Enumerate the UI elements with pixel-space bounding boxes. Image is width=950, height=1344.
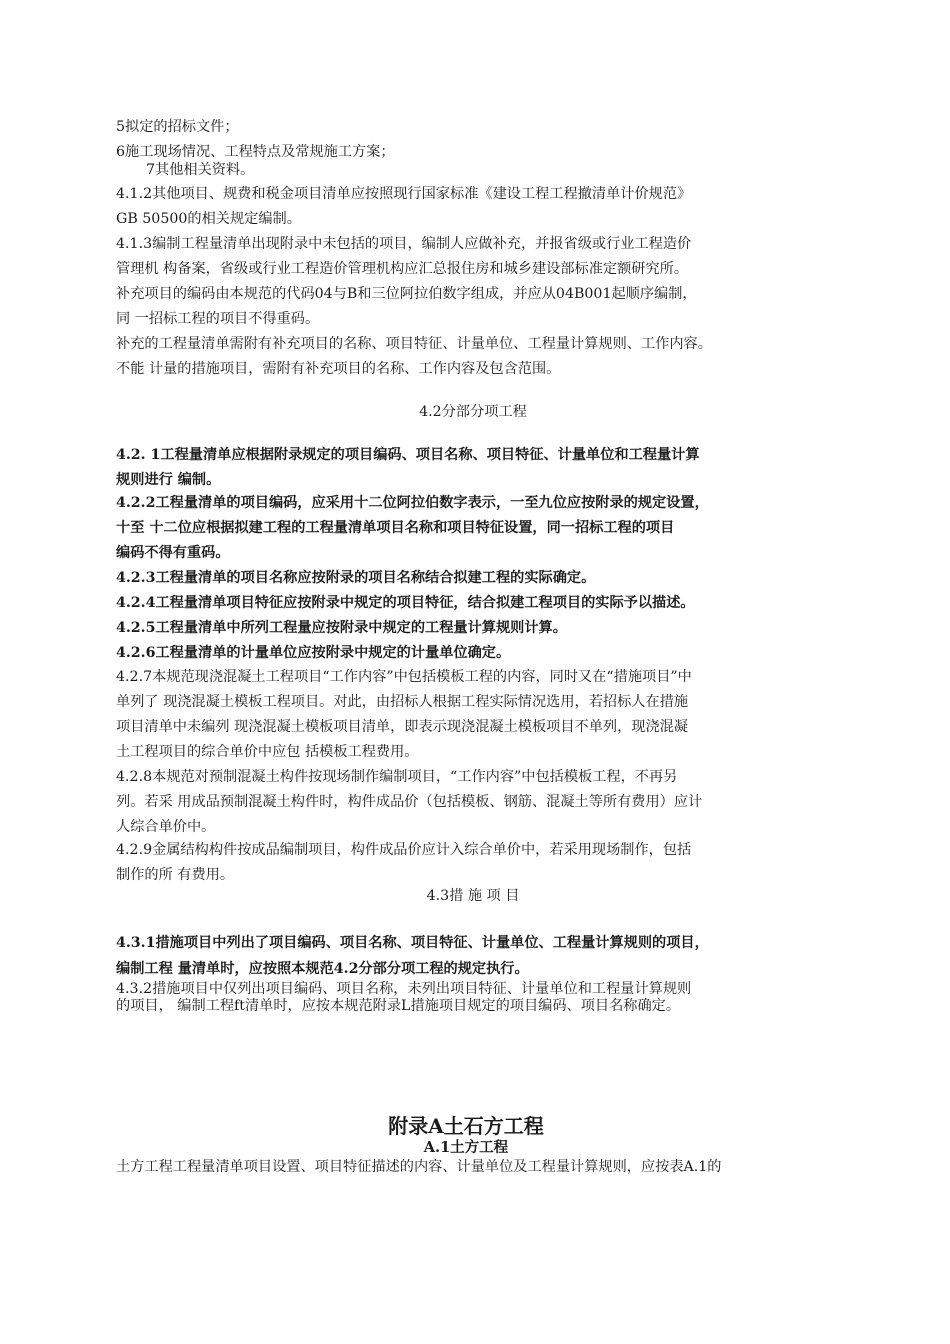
paragraph-line: 单列了 现浇混凝土模板工程项目。对此，由招标人根据工程实际情况选用，若招标人在措施	[116, 694, 689, 710]
paragraph-line: 制作的所 有费用。	[116, 867, 235, 883]
paragraph-line: 列。若采 用成品预制混凝土构件时，构件成品价（包括模板、钢筋、混凝土等所有费用）应计	[116, 794, 703, 810]
paragraph-4-2-8	[116, 765, 830, 840]
paragraph-line: 4.2.2工程量清单的项目编码，应采用十二位阿拉伯数字表示，一至九位应按附录的规定设置，	[116, 495, 709, 511]
paragraph-4-3-1	[116, 930, 830, 982]
paragraph-line: 不能 计量的措施项目，需附有补充项目的名称、工作内容及包含范围。	[116, 361, 561, 377]
paragraph-line: 项目清单中未编列 现浇混凝土模板项目清单，即表示现浇混凝土模板项目不单列，现浇混凝	[116, 719, 689, 735]
paragraph-line: 4.2. 1工程量清单应根据附录规定的项目编码、项目名称、项目特征、计量单位和工程量计算	[116, 447, 700, 463]
paragraph-line: 4.1.2其他项目、规费和税金项目清单应按照现行国家标准《建设工程工程撤清单计价规范》	[116, 186, 692, 202]
paragraph-4-1-3	[116, 232, 830, 382]
paragraph-line: 4.2.7本规范现浇混凝土工程项目“工作内容”中包括模板工程的内容，同时又在“措施项目”中	[116, 669, 692, 685]
paragraph-line: 补充项目的编码由本规范的代码04与B和三位阿拉伯数字组成，并应从04B001起顺序编制，	[116, 286, 697, 302]
paragraph-line: 十至 十二位应根据拟建工程的工程量清单项目名称和项目特征设置，同一招标工程的项目	[116, 520, 675, 536]
paragraph-4-2-2	[116, 491, 830, 566]
paragraph-line: 4.1.3编制工程量清单出现附录中未包括的项目，编制人应做补充，并报省级或行业工程造价	[116, 236, 692, 252]
paragraph-4-2-4: 4.2.4工程量清单项目特征应按附录中规定的项目特征，结合拟建工程项目的实际予以描述。	[116, 595, 695, 611]
appendix-title: 附录A土石方工程	[388, 1114, 544, 1138]
appendix-subtitle: A.1土方工程	[423, 1139, 509, 1156]
paragraph-4-2-7	[116, 665, 830, 765]
paragraph-4-2-6: 4.2.6工程量清单的计量单位应按附录中规定的计量单位确定。	[116, 645, 511, 661]
list-item-5: 5拟定的招标文件；	[116, 119, 239, 135]
paragraph-line: 人综合单价中。	[116, 819, 216, 835]
paragraph-line: 同 一招标工程的项目不得重码。	[116, 311, 320, 327]
paragraph-line: 补充的工程量清单需附有补充项目的名称、项目特征、计量单位、工程量计算规则、工作内容。	[116, 336, 712, 352]
paragraph-line: 管理机 构备案，省级或行业工程造价管理机构应汇总报住房和城乡建设部标准定额研究所。	[116, 261, 689, 277]
paragraph-line: 规则进行 编制。	[116, 472, 221, 488]
appendix-intro: 土方工程工程量清单项目设置、项目特征描述的内容、计量单位及工程量计算规则，应按表A.1的	[116, 1159, 722, 1175]
paragraph-line: 4.3.2措施项目中仅列出项目编码、项目名称，未列出项目特征、计量单位和工程量计算规则	[116, 981, 692, 997]
paragraph-4-2-9	[116, 838, 830, 888]
paragraph-line: 土工程项目的综合单价中应包 括模板工程费用。	[116, 744, 419, 760]
paragraph-line: 4.2.8本规范对预制混凝土构件按现场制作编制项目，“工作内容”中包括模板工程，不再另	[116, 769, 678, 785]
paragraph-4-1-2	[116, 182, 830, 232]
paragraph-line: GB 50500的相关规定编制。	[116, 211, 301, 227]
section-heading-4-2: 4.2分部分项工程	[419, 404, 527, 420]
paragraph-line: 编制工程 量清单时，应按照本规范4.2分部分项工程的规定执行。	[116, 961, 529, 977]
section-heading-4-3: 4.3措 施 项 目	[426, 888, 520, 904]
paragraph-4-2-1	[116, 443, 830, 493]
paragraph-4-2-3: 4.2.3工程量清单的项目名称应按附录的项目名称结合拟建工程的实际确定。	[116, 570, 596, 586]
paragraph-line: 编码不得有重码。	[116, 545, 230, 561]
list-item-7: 7其他相关资料。	[146, 162, 255, 178]
paragraph-line: 4.2.9金属结构构件按成品编制项目，构件成品价应计入综合单价中，若采用现场制作，包括	[116, 842, 692, 858]
paragraph-line: 4.3.1措施项目中列出了项目编码、项目名称、项目特征、计量单位、工程量计算规则的项目，	[116, 935, 709, 951]
paragraph-line: 的项目， 编制工程ft清单时，应按本规范附录L措施项目规定的项目编码、项目名称确定。	[116, 998, 681, 1014]
list-item-6: 6施工现场情况、工程特点及常规施工方案；	[116, 144, 395, 160]
paragraph-4-2-5: 4.2.5工程量清单中所列工程量应按附录中规定的工程量计算规则计算。	[116, 620, 567, 636]
paragraph-4-3-2	[116, 981, 830, 1015]
